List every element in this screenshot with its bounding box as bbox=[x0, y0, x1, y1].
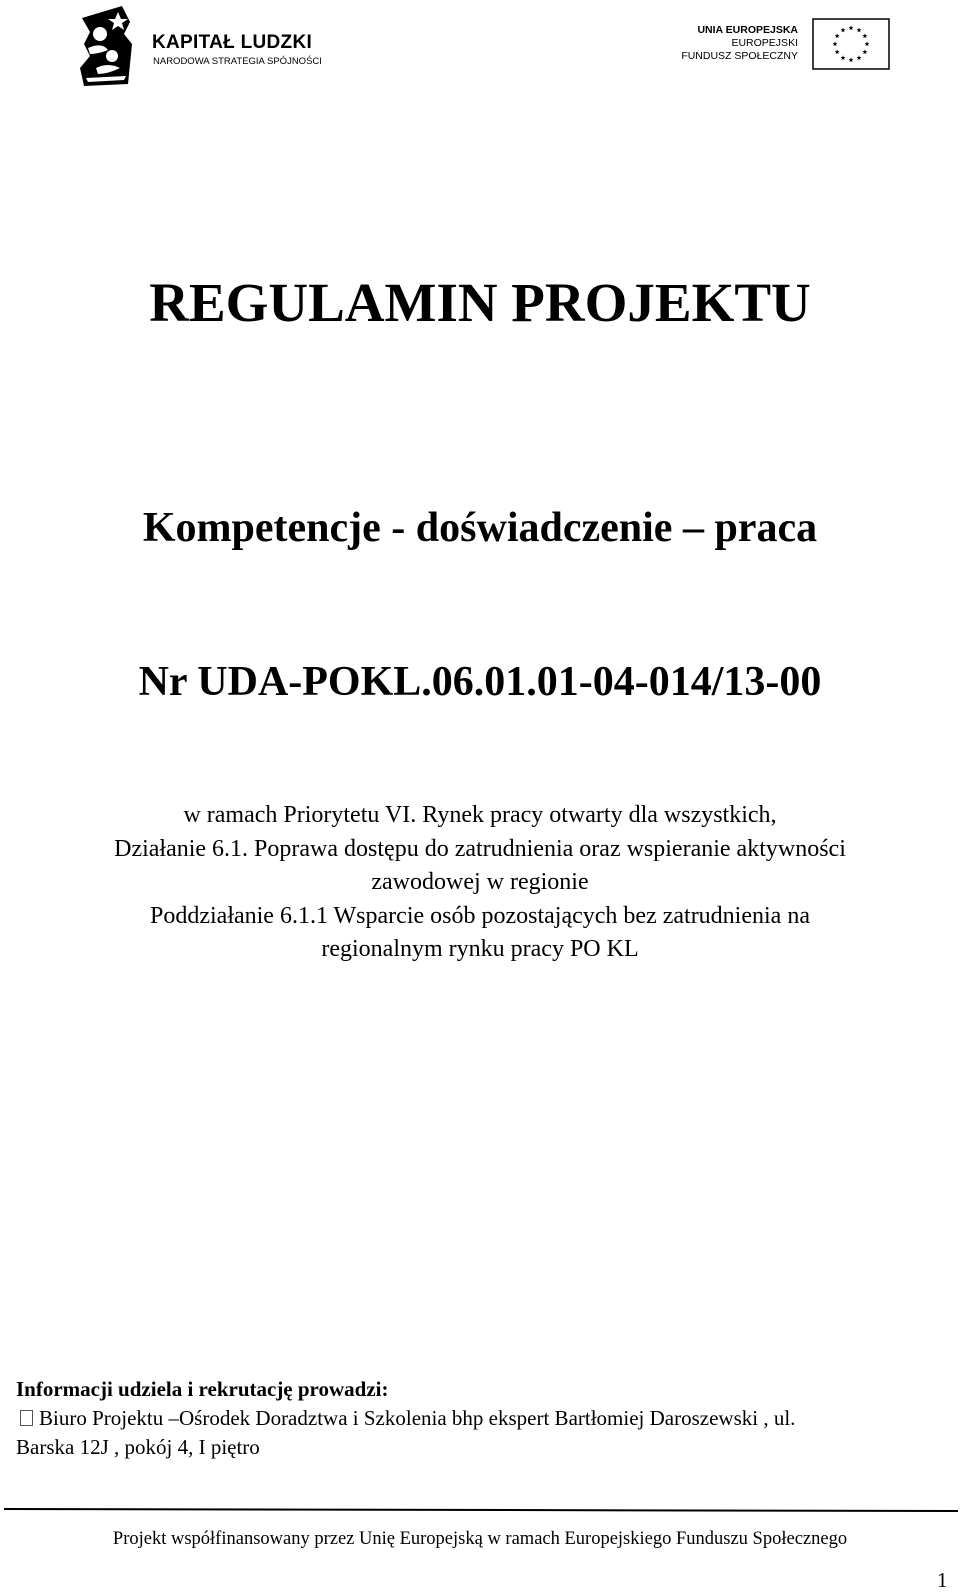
document-subtitle: Kompetencje - doświadczenie – praca bbox=[142, 505, 818, 551]
document-number: Nr UDA-POKL.06.01.01-04-014/13-00 bbox=[138, 659, 822, 705]
footer-divider bbox=[4, 1508, 958, 1512]
priority-line: Działanie 6.1. Poprawa dostępu do zatrudnienia oraz wspieranie aktywności bbox=[114, 835, 846, 862]
info-section bbox=[16, 1375, 946, 1462]
eu-flag-icon bbox=[812, 18, 890, 70]
info-heading: Informacji udziela i rekrutację prowadzi: bbox=[16, 1377, 389, 1401]
eu-logo bbox=[664, 16, 890, 74]
bullet-box-icon bbox=[20, 1410, 33, 1426]
eu-logo-line3: FUNDUSZ SPOŁECZNY bbox=[681, 50, 798, 62]
kapital-ludzki-title: KAPITAŁ LUDZKI bbox=[152, 32, 313, 53]
eu-logo-text bbox=[681, 24, 798, 63]
kapital-ludzki-logo bbox=[78, 4, 348, 88]
info-line: Barska 12J , pokój 4, I piętro bbox=[16, 1435, 260, 1459]
eu-logo-line1: UNIA EUROPEJSKA bbox=[697, 24, 798, 36]
priority-line: w ramach Priorytetu VI. Rynek pracy otwarty dla wszystkich, bbox=[183, 802, 777, 828]
priority-line: zawodowej w regionie bbox=[371, 869, 589, 895]
priority-line: regionalnym rynku pracy PO KL bbox=[321, 936, 639, 962]
kapital-ludzki-emblem-icon bbox=[78, 4, 136, 88]
info-line1-text: Biuro Projektu –Ośrodek Doradztwa i Szkolenia bhp ekspert Bartłomiej Daroszewski , ul. bbox=[39, 1406, 796, 1430]
eu-logo-line2: EUROPEJSKI bbox=[731, 37, 798, 49]
priority-line: Poddziałanie 6.1.1 Wsparcie osób pozostających bez zatrudnienia na bbox=[150, 902, 810, 929]
document-title: REGULAMIN PROJEKTU bbox=[149, 272, 811, 333]
page-number: 1 bbox=[937, 1568, 948, 1592]
kapital-ludzki-subtitle: NARODOWA STRATEGIA SPÓJNOŚCI bbox=[153, 56, 322, 67]
info-line bbox=[16, 1404, 946, 1433]
footer-text: Projekt współfinansowany przez Unię Europejską w ramach Europejskiego Funduszu Społecznego bbox=[112, 1529, 848, 1549]
priority-description bbox=[0, 799, 960, 967]
